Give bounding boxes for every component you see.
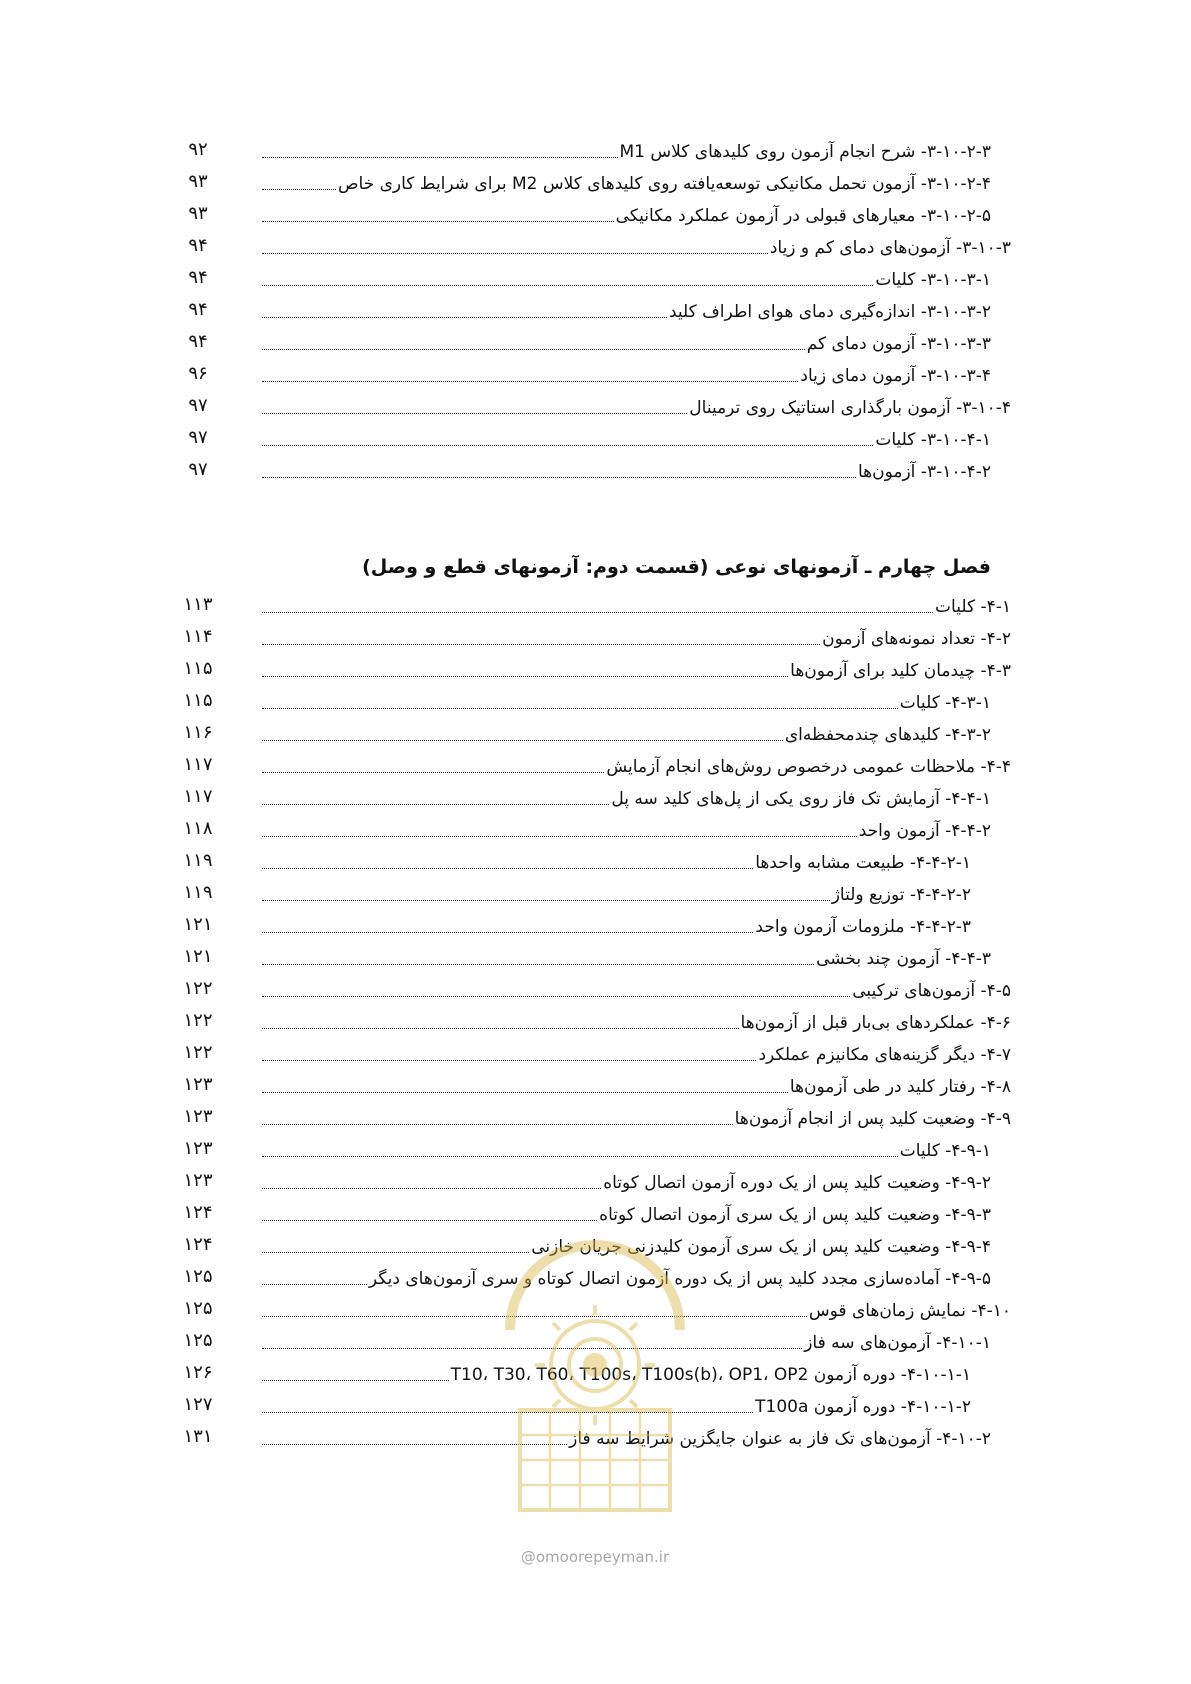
toc-page-number: ۱۲۵ (183, 1298, 213, 1319)
toc-leader-dots (262, 995, 850, 997)
toc-label: ۳-۱۰-۲-۴- آزمون تحمل مکانیکی توسعه‌یافته روی کلیدهای کلاس M2 برای شرایط کاری خاص (337, 174, 991, 194)
toc-leader-dots (262, 220, 614, 222)
toc-row[interactable] (0, 1006, 1191, 1038)
toc-leader-dots (262, 412, 687, 414)
toc-entry (260, 1166, 991, 1198)
toc-page-number: ۱۲۳ (183, 1074, 213, 1095)
toc-row[interactable] (0, 782, 1191, 814)
toc-row[interactable] (0, 359, 1191, 391)
toc-entry (260, 1102, 1011, 1134)
toc-page-number: ۱۲۱ (183, 946, 213, 967)
toc-label: ۴-۱۰-۱- آزمون‌های سه فاز (804, 1333, 991, 1353)
toc-leader-dots (262, 1219, 597, 1221)
toc-row[interactable] (0, 135, 1191, 167)
toc-page-number: ۱۱۷ (183, 786, 213, 807)
toc-leader-dots (262, 188, 336, 190)
toc-leader-dots (262, 476, 856, 478)
toc-entry (260, 295, 991, 327)
toc-entry (260, 814, 991, 846)
toc-label: ۴-۲- تعداد نمونه‌های آزمون (822, 629, 1011, 649)
toc-label: ۴-۱۰-۲- آزمون‌های تک فاز به عنوان جایگزین شرایط سه فاز (569, 1429, 991, 1449)
toc-row[interactable] (0, 974, 1191, 1006)
toc-label: ۴-۴-۳- آزمون چند بخشی (816, 949, 991, 969)
toc-page-number: ۹۳ (188, 171, 208, 192)
toc-label: ۳-۱۰-۲-۳- شرح انجام آزمون روی کلیدهای کلاس M1 (619, 142, 991, 162)
toc-page-number: ۱۲۲ (183, 1010, 213, 1031)
toc-page-number: ۱۲۷ (183, 1394, 213, 1415)
toc-row[interactable] (0, 910, 1191, 942)
toc-leader-dots (262, 1123, 733, 1125)
toc-leader-dots (262, 156, 618, 158)
toc-label: ۳-۱۰-۳-۲- اندازه‌گیری دمای هوای اطراف کلید (668, 302, 991, 322)
toc-page-number: ۹۴ (188, 331, 208, 352)
toc-page-number: ۱۲۳ (183, 1138, 213, 1159)
toc-row[interactable] (0, 654, 1191, 686)
toc-entry (260, 942, 991, 974)
toc-page-number: ۹۷ (188, 459, 208, 480)
toc-label: ۳-۱۰-۳-۱- کلیات (875, 270, 991, 290)
toc-label: ۴-۴-۲- آزمون واحد (858, 821, 991, 841)
toc-leader-dots (262, 803, 609, 805)
toc-label: ۴-۹-۵- آماده‌سازی مجدد کلید پس از یک دوره آزمون اتصال کوتاه و سری آزمون‌های دیگر (368, 1269, 991, 1289)
toc-entry (260, 782, 991, 814)
toc-leader-dots (262, 1059, 756, 1061)
toc-page-number: ۹۷ (188, 427, 208, 448)
toc-page-number: ۹۴ (188, 267, 208, 288)
website-text: omoorepeyman.ir (535, 1548, 670, 1566)
toc-page-number: ۹۴ (188, 235, 208, 256)
toc-label: ۴-۹- وضعیت کلید پس از انجام آزمون‌ها (734, 1109, 1011, 1129)
toc-label: ۳-۱۰-۴-۲- آزمون‌ها (857, 462, 991, 482)
toc-page-number: ۱۱۵ (183, 690, 213, 711)
toc-page-number: ۱۳۱ (183, 1426, 213, 1447)
toc-leader-dots (262, 444, 873, 446)
toc-label: ۴-۱- کلیات (935, 597, 1011, 617)
toc-entry (260, 846, 971, 878)
toc-label: ۳-۱۰-۳- آزمون‌های دمای کم و زیاد (769, 238, 1011, 258)
toc-entry (260, 199, 991, 231)
toc-row[interactable] (0, 846, 1191, 878)
toc-page-number: ۱۲۴ (183, 1202, 213, 1223)
toc-row[interactable] (0, 199, 1191, 231)
toc-entry (260, 231, 1011, 263)
toc-leader-dots (262, 1027, 739, 1029)
toc-entry (260, 423, 991, 455)
toc-label: ۴-۴-۲-۱- طبیعت مشابه واحدها (755, 853, 971, 873)
toc-leader-dots (262, 899, 830, 901)
toc-page-number: ۹۴ (188, 299, 208, 320)
toc-label: ۴-۱۰-۱-۱- دوره آزمون T10، T30، T60، T100s، T100s(b)، OP1، OP2 (450, 1365, 971, 1385)
toc-entry (260, 590, 1011, 622)
toc-leader-dots (262, 1155, 898, 1157)
toc-page-number: ۹۶ (188, 363, 208, 384)
toc-label: ۴-۴- ملاحظات عمومی درخصوص روش‌های انجام آزمایش (606, 757, 1011, 777)
toc-page-number: ۱۱۷ (183, 754, 213, 775)
toc-page-number: ۱۱۳ (183, 594, 213, 615)
toc-label: ۴-۷- دیگر گزینه‌های مکانیزم عملکرد (758, 1045, 1011, 1065)
toc-row[interactable] (0, 167, 1191, 199)
toc-entry (260, 391, 1011, 423)
toc-label: ۴-۹-۳- وضعیت کلید پس از یک سری آزمون اتصال کوتاه (599, 1205, 991, 1225)
toc-row[interactable] (0, 391, 1191, 423)
toc-page-number: ۱۲۱ (183, 914, 213, 935)
toc-leader-dots (262, 348, 805, 350)
chapter-heading: فصل چهارم ـ آزمونهای نوعی (قسمت دوم: آزمونهای قطع و وصل) (362, 556, 991, 578)
toc-label: ۳-۱۰-۴-۱- کلیات (875, 430, 991, 450)
toc-page-number: ۱۱۴ (183, 626, 213, 647)
toc-page-number: ۱۲۶ (183, 1362, 213, 1383)
toc-label: ۴-۳- چیدمان کلید برای آزمون‌ها (790, 661, 1011, 681)
toc-leader-dots (262, 867, 753, 869)
toc-page-number: ۱۲۵ (183, 1266, 213, 1287)
toc-label: ۴-۵- آزمون‌های ترکیبی (852, 981, 1011, 1001)
toc-entry (260, 974, 1011, 1006)
toc-row[interactable] (0, 1198, 1191, 1230)
toc-entry (260, 455, 991, 487)
toc-page-number: ۱۲۳ (183, 1106, 213, 1127)
toc-label: ۴-۱۰-۱-۲- دوره آزمون T100a (755, 1397, 971, 1417)
toc-entry (260, 718, 991, 750)
toc-row[interactable] (0, 718, 1191, 750)
toc-row[interactable] (0, 942, 1191, 974)
toc-entry (260, 1198, 991, 1230)
toc-label: ۳-۱۰-۴- آزمون بارگذاری استاتیک روی ترمینال (689, 398, 1011, 418)
toc-row[interactable] (0, 1134, 1191, 1166)
toc-label: ۴-۱۰- نمایش زمان‌های قوس (808, 1301, 1011, 1321)
toc-page-number: ۱۱۵ (183, 658, 213, 679)
toc-page-number: ۹۳ (188, 203, 208, 224)
toc-entry (260, 263, 991, 295)
toc-leader-dots (262, 963, 814, 965)
toc-label: ۴-۳-۲- کلیدهای چندمحفظه‌ای (784, 725, 991, 745)
toc-entry (260, 327, 991, 359)
toc-label: ۳-۱۰-۳-۴- آزمون دمای زیاد (800, 366, 991, 386)
toc-row[interactable] (0, 263, 1191, 295)
toc-row[interactable] (0, 455, 1191, 487)
toc-row[interactable] (0, 814, 1191, 846)
toc-leader-dots (262, 1283, 367, 1285)
toc-entry (260, 750, 1011, 782)
toc-entry (260, 1134, 991, 1166)
toc-entry (260, 654, 1011, 686)
toc-label: ۳-۱۰-۲-۵- معیارهای قبولی در آزمون عملکرد مکانیکی (615, 206, 991, 226)
toc-entry (260, 1038, 1011, 1070)
toc-label: ۴-۳-۱- کلیات (899, 693, 991, 713)
toc-row[interactable] (0, 423, 1191, 455)
toc-leader-dots (262, 252, 768, 254)
toc-leader-dots (262, 931, 753, 933)
toc-leader-dots (262, 1187, 601, 1189)
at-icon: @ (520, 1548, 536, 1566)
toc-entry (260, 1070, 1011, 1102)
toc-label: ۴-۹-۲- وضعیت کلید پس از یک دوره آزمون اتصال کوتاه (603, 1173, 991, 1193)
toc-page-number: ۱۱۶ (183, 722, 213, 743)
toc-page-number: ۱۱۸ (183, 818, 213, 839)
toc-page-number: ۹۷ (188, 395, 208, 416)
seal-watermark-icon (490, 1235, 700, 1525)
toc-leader-dots (262, 284, 873, 286)
toc-page-number: ۱۲۲ (183, 978, 213, 999)
toc-label: ۴-۸- رفتار کلید در طی آزمون‌ها (789, 1077, 1011, 1097)
toc-leader-dots (262, 380, 798, 382)
toc-entry (260, 359, 991, 391)
toc-row[interactable] (0, 231, 1191, 263)
toc-row[interactable] (0, 295, 1191, 327)
toc-label: ۳-۱۰-۳-۳- آزمون دمای کم (806, 334, 991, 354)
toc-leader-dots (262, 675, 788, 677)
toc-page-number: ۱۲۳ (183, 1170, 213, 1191)
toc-page-number: ۱۱۹ (183, 850, 213, 871)
toc-entry (260, 1006, 1011, 1038)
toc-leader-dots (262, 1379, 449, 1381)
toc-leader-dots (262, 643, 820, 645)
toc-row[interactable] (0, 590, 1191, 622)
toc-row[interactable] (0, 327, 1191, 359)
toc-page-number: ۹۲ (188, 139, 208, 160)
toc-entry (260, 910, 971, 942)
toc-leader-dots (262, 1091, 788, 1093)
toc-leader-dots (262, 739, 783, 741)
toc-leader-dots (262, 771, 604, 773)
toc-leader-dots (262, 707, 898, 709)
toc-label: ۴-۴-۲-۳- ملزومات آزمون واحد (755, 917, 971, 937)
toc-row[interactable] (0, 686, 1191, 718)
toc-page-number: ۱۲۴ (183, 1234, 213, 1255)
toc-row[interactable] (0, 1038, 1191, 1070)
toc-entry (260, 167, 991, 199)
toc-page-number: ۱۲۲ (183, 1042, 213, 1063)
toc-row[interactable] (0, 750, 1191, 782)
toc-entry (260, 686, 991, 718)
toc-leader-dots (262, 835, 857, 837)
toc-row[interactable] (0, 622, 1191, 654)
toc-page-number: ۱۱۹ (183, 882, 213, 903)
toc-entry (260, 878, 971, 910)
toc-label: ۴-۶- عملکردهای بی‌بار قبل از آزمون‌ها (740, 1013, 1011, 1033)
toc-leader-dots (262, 316, 667, 318)
toc-leader-dots (262, 611, 933, 613)
toc-row[interactable] (0, 1070, 1191, 1102)
toc-page-number: ۱۲۵ (183, 1330, 213, 1351)
toc-label: ۴-۴-۲-۲- توزیع ولتاژ (831, 885, 971, 905)
toc-row[interactable] (0, 878, 1191, 910)
toc-row[interactable] (0, 1166, 1191, 1198)
website-watermark (490, 1548, 700, 1566)
toc-row[interactable] (0, 1102, 1191, 1134)
toc-label: ۴-۹-۴- وضعیت کلید پس از یک سری آزمون کلیدزنی جریان خازنی (531, 1237, 991, 1257)
toc-entry (260, 135, 991, 167)
toc-label: ۴-۹-۱- کلیات (899, 1141, 991, 1161)
toc-entry (260, 622, 1011, 654)
toc-label: ۴-۴-۱- آزمایش تک فاز روی یکی از پل‌های کلید سه پل (611, 789, 991, 809)
